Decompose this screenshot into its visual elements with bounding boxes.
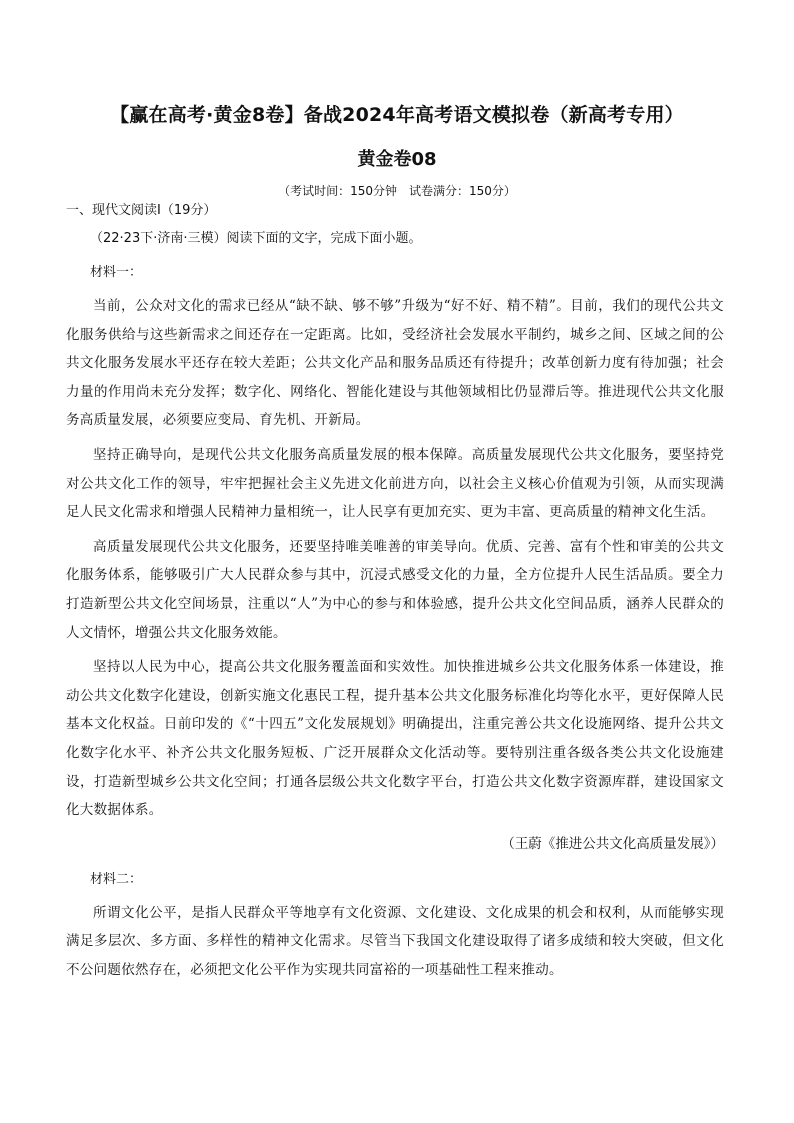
material-1-citation: （王蔚《推进公共文化高质量发展》） xyxy=(501,835,724,852)
exam-info: （考试时间：150分钟 试卷满分：150分） xyxy=(278,184,516,198)
material-1-paragraph: 坚持以人民为中心，提高公共文化服务覆盖面和实效性。加快推进城乡公共文化服务体系一体建设，推动公共文化数字化建设，创新实施文化惠民工程，提升基本公共文化服务标准化均等化水平，更好保障人民基本文化权益。日前印发的《“十四五”文化发展规划》明确提出，注重完善公共文化设施网络、提升公共文化数字化水平、补齐公共文化服务短板、广泛开展群众文化活动等。要特别注重各级各类公共文化设施建设，打造新型城乡公共文化空间；打通各层级公共文化数字平台，打造公共文化数字资源库群，建设国家文化大数据体系。 xyxy=(66,659,724,819)
section-heading: 一、现代文阅读Ⅰ（19分） xyxy=(66,203,217,218)
material-2-label: 材料二： xyxy=(90,871,143,887)
material-1-paragraph: 高质量发展现代公共文化服务，还要坚持唯美唯善的审美导向。优质、完善、富有个性和审美的公共文化服务体系，能够吸引广大人民群众参与其中，沉浸式感受文化的力量，全方位提升人民生活品质。要全力打造新型公共文化空间场景，注重以“人”为中心的参与和体验感，提升公共文化空间品质，涵养人民群众的人文情怀，增强公共文化服务效能。 xyxy=(66,538,724,641)
material-1-paragraph: 坚持正确导向，是现代公共文化服务高质量发展的根本保障。高质量发展现代公共文化服务，要坚持党对公共文化工作的领导，牢牢把握社会主义先进文化前进方向，以社会主义核心价值观为引领，从而实现满足人民文化需求和增强人民精神力量相统一，让人民享有更加充实、更为丰富、更高质量的精神文化生活。 xyxy=(66,446,724,521)
material-2-paragraph: 所谓文化公平，是指人民群众平等地享有文化资源、文化建设、文化成果的机会和权利，从而能够实现满足多层次、多方面、多样性的精神文化需求。尽管当下我国文化建设取得了诸多成绩和较大突破，但文化不公问题依然存在，必须把文化公平作为实现共同富裕的一项基础性工程来推动。 xyxy=(66,904,724,978)
material-1-label: 材料一： xyxy=(90,265,143,280)
material-1-paragraph: 当前，公众对文化的需求已经从“缺不缺、够不够”升级为“好不好、精不精”。目前，我们的现代公共文化服务供给与这些新需求之间还存在一定距离。比如，受经济社会发展水平制约，城乡之间、区域之间的公共文化服务发展水平还存在较大差距；公共文化产品和服务品质还有待提升；改革创新力度有待加强；社会力量的作用尚未充分发挥；数字化、网络化、智能化建设与其他领域相比仍显滞后等。推进现代公共文化服务高质量发展，必须要应变局、育先机、开新局。 xyxy=(66,298,724,429)
document-subtitle: 黄金卷08 xyxy=(357,149,437,170)
document-title: 【赢在高考·黄金8卷】备战2024年高考语文模拟卷（新高考专用） xyxy=(110,104,684,126)
question-source: （22·23下·济南·三模）阅读下面的文字，完成下面小题。 xyxy=(90,231,422,246)
content-area xyxy=(66,200,724,990)
